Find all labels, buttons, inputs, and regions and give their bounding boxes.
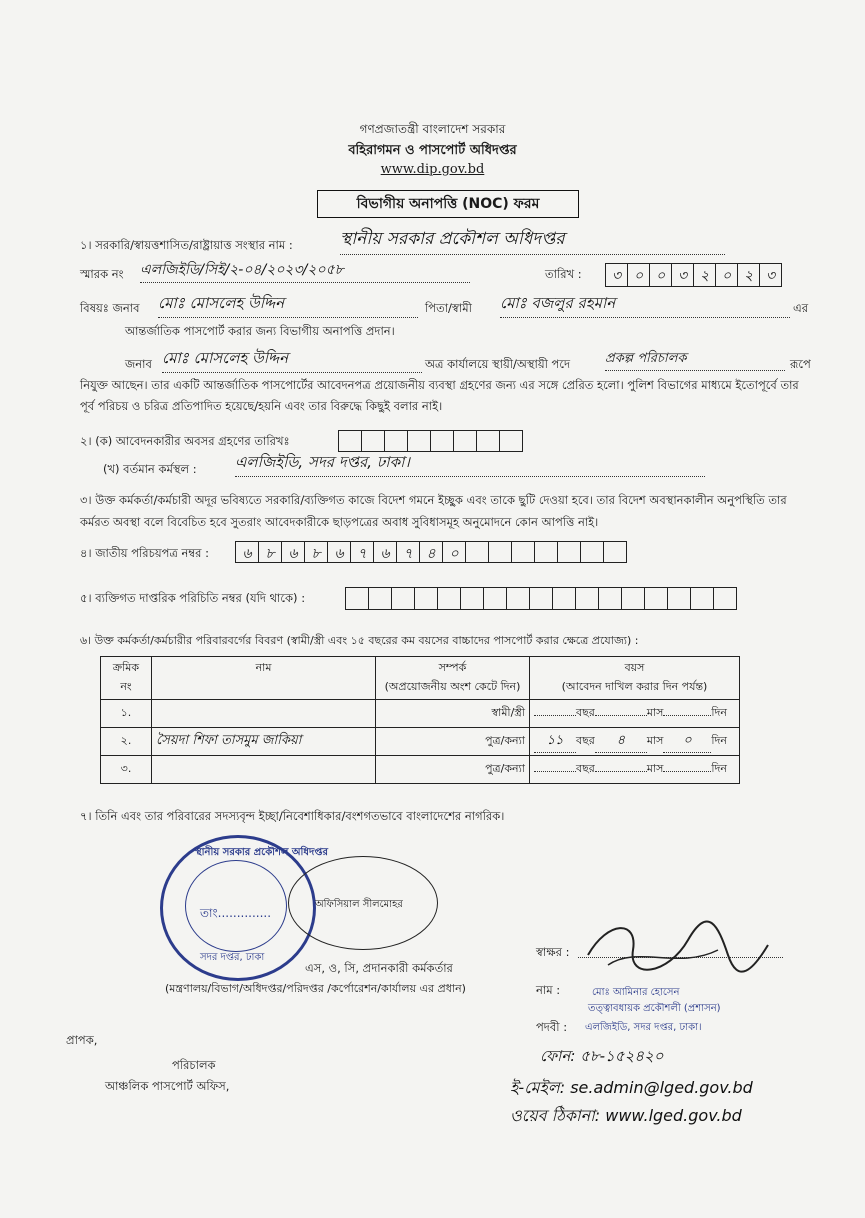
row-serial: ২. — [101, 728, 152, 756]
nid-boxes — [235, 541, 626, 563]
nid-digit — [580, 541, 604, 563]
post-value: প্রকল্প পরিচালক — [605, 349, 785, 371]
nid-digit: ৮ — [304, 541, 328, 563]
post-label: অত্র কার্যালয়ে স্থায়ী/অস্থায়ী পদে — [425, 357, 571, 371]
item3-paragraph: ৩। উক্ত কর্মকর্তা/কর্মচারী অদূর ভবিষ্যতে সরকারি/ব্যক্তিগত কাজে বিদেশ গমনে ইচ্ছুক এবং তাকে ছুটি দেওয়া হবে। তার বিদেশ অবস্থানকালীন অনুপস্থিতি তার কর্মরত অবস্থা বলে বিবেচিত হবে সুতরাং আবেদকারীকে ছাড়পত্রের অবাধ সুবিধাসমূহ অনুমোদনে কোন আপত্তি নাই। — [80, 493, 787, 529]
row-name — [152, 700, 376, 728]
official-id-box — [690, 587, 714, 610]
age-years — [534, 771, 576, 772]
official-seal-label: অফিসিয়াল সীলমোহর — [315, 899, 403, 910]
name-label: নাম : — [536, 983, 561, 997]
nid-digit — [511, 541, 535, 563]
official-id-box — [345, 587, 369, 610]
year-label: বছর — [576, 762, 595, 775]
retirement-label: ২। (ক) আবেদনকারীর অবসর গ্রহণের তারিখঃ — [80, 434, 290, 448]
retirement-box — [476, 430, 500, 452]
date-boxes — [605, 263, 781, 287]
official-id-box — [460, 587, 484, 610]
age-years — [534, 715, 576, 716]
nid-label: ৪। জাতীয় পরিচয়পত্র নম্বর : — [80, 546, 210, 560]
official-id-box — [483, 587, 507, 610]
row-age — [530, 728, 740, 756]
day-label: দিন — [711, 762, 727, 775]
government-name: গণপ্রজাতন্ত্রী বাংলাদেশ সরকার — [359, 122, 506, 136]
memo-label: স্মারক নং — [80, 267, 124, 281]
row-serial: ১. — [101, 700, 152, 728]
age-months — [595, 771, 647, 772]
age-days: ০ — [663, 731, 711, 753]
form-title: বিভাগীয় অনাপত্তি (NOC) ফরম — [317, 190, 579, 218]
row-relation: পুত্র/কন্যা — [376, 728, 530, 756]
phone-number: ফোন: ৫৮-১৫২৪২০ — [540, 1047, 664, 1065]
date-digit: ২ — [737, 263, 760, 287]
nid-digit — [488, 541, 512, 563]
serial-header-line1: ক্রমিক — [112, 661, 140, 674]
signatory-designation: এলজিইডি, সদর দপ্তর, ঢাকা। — [585, 1022, 702, 1033]
date-label: তারিখ : — [545, 267, 582, 281]
official-id-label: ৫। ব্যক্তিগত দাপ্তরিক পরিচিতি নম্বর (যদি থাকে) : — [80, 591, 306, 605]
age-header — [530, 657, 740, 700]
stamp-date: তাং.............. — [200, 906, 272, 920]
family-table-header — [101, 657, 740, 700]
nid-digit: ৮ — [258, 541, 282, 563]
relation-header-line2: (অপ্রয়োজনীয় অংশ কেটে দিন) — [384, 680, 521, 693]
row-relation: পুত্র/কন্যা — [376, 756, 530, 784]
official-id-box — [506, 587, 530, 610]
retirement-box — [407, 430, 431, 452]
relation-header — [376, 657, 530, 700]
retirement-box — [384, 430, 408, 452]
citizenship-statement: ৭। তিনি এবং তার পরিবারের সদস্যবৃন্দ ইচ্ছা/নিবেশাধিকার/বংশগতভাবে বাংলাদেশের নাগরিক। — [80, 809, 505, 823]
date-digit: ০ — [715, 263, 738, 287]
retirement-box — [499, 430, 523, 452]
serial-header-line2: নং — [120, 680, 132, 693]
recipient-office: আঞ্চলিক পাসপোর্ট অফিস, — [105, 1079, 230, 1093]
serial-header — [101, 657, 152, 700]
department-name: বহিরাগমন ও পাসপোর্ট অধিদপ্তর — [348, 143, 517, 158]
row-age — [530, 756, 740, 784]
body-paragraph: নিযুক্ত আছেন। তার একটি আন্তর্জাতিক পাসপোর্টের আবেদনপত্র প্রয়োজনীয় ব্যবস্থা গ্রহণের জন্য এর সঙ্গে প্রেরিত হলো। পুলিশ বিভাগের মাধ্যমে ইতোপূর্বে তার পূর্ব পরিচয় ও চরিত্র প্রতিপাদিত হয়েছে/হয়নি এবং তার বিরুদ্ধে কিছুই বলার নাই। — [80, 378, 799, 413]
subject-suffix: এর — [793, 301, 809, 315]
nid-digit — [534, 541, 558, 563]
table-row — [101, 756, 740, 784]
official-id-box — [713, 587, 737, 610]
row-name — [152, 756, 376, 784]
officer-line1: এস, ও, সি, প্রদানকারী কর্মকর্তার — [305, 961, 453, 975]
age-years: ১১ — [534, 731, 576, 753]
father-label: পিতা/স্বামী — [425, 301, 472, 315]
age-months — [595, 715, 647, 716]
day-label: দিন — [711, 706, 727, 719]
family-label: ৬। উক্ত কর্মকর্তা/কর্মচারীর পরিবারবর্গের বিবরণ (স্বামী/স্ত্রী এবং ১৫ বছরের কম বয়সের বাচ্চাদের পাসপোর্ট করার ক্ষেত্রে প্রযোজ্য) : — [80, 634, 639, 647]
official-id-box — [621, 587, 645, 610]
nid-digit: ৪ — [419, 541, 443, 563]
retirement-box — [338, 430, 362, 452]
date-digit: ৩ — [671, 263, 694, 287]
official-id-box — [437, 587, 461, 610]
year-label: বছর — [576, 706, 595, 719]
nid-digit — [465, 541, 489, 563]
official-id-box — [667, 587, 691, 610]
official-id-boxes — [345, 587, 736, 610]
website-address: ওয়েব ঠিকানা: www.lged.gov.bd — [510, 1106, 742, 1125]
officer-line2: (মন্ত্রণালয়/বিভাগ/অধিদপ্তর/পরিদপ্তর /কর্পোরেশন/কার্যালয় এর প্রধান) — [165, 982, 466, 995]
official-id-box — [575, 587, 599, 610]
date-digit: ০ — [649, 263, 672, 287]
date-digit: ২ — [693, 263, 716, 287]
workplace-label: (খ) বর্তমান কর্মস্থল : — [103, 462, 197, 476]
age-days — [663, 715, 711, 716]
father-name: মোঃ বজলুর রহমান — [500, 292, 790, 318]
retirement-boxes — [338, 430, 522, 452]
nid-digit: ৬ — [235, 541, 259, 563]
signatory-title: তত্ত্বাবধায়ক প্রকৌশলী (প্রশাসন) — [588, 1003, 721, 1014]
designation-label: পদবী : — [536, 1020, 568, 1034]
retirement-box — [453, 430, 477, 452]
official-id-box — [391, 587, 415, 610]
nid-digit: ৬ — [281, 541, 305, 563]
official-id-box — [368, 587, 392, 610]
age-months: ৪ — [595, 731, 647, 753]
org-name-label: ১। সরকারি/স্বায়ত্তশাসিত/রাষ্ট্রায়াত্ত সংস্থার নাম : — [80, 238, 293, 252]
date-digit: ৩ — [759, 263, 782, 287]
age-header-line2: (আবেদন দাখিল করার দিন পর্যন্ত) — [561, 680, 708, 693]
signature-label: স্বাক্ষর : — [536, 945, 570, 959]
subject-label: বিষয়ঃ জনাব — [80, 301, 140, 315]
stamp-bottom-text: সদর দপ্তর, ঢাকা — [200, 952, 265, 963]
memo-value: এলজিইডি/সিই/২-০৪/২০২৩/২০৫৮ — [140, 258, 470, 283]
age-header-line1: বয়স — [624, 661, 645, 674]
row-age — [530, 700, 740, 728]
name-header: নাম — [152, 657, 376, 700]
row-relation: স্বামী/স্ত্রী — [376, 700, 530, 728]
month-label: মাস — [646, 706, 664, 719]
recipient-title: পরিচালক — [172, 1058, 216, 1072]
table-row — [101, 700, 740, 728]
nid-digit: ৭ — [350, 541, 374, 563]
org-name-value: স্থানীয় সরকার প্রকৌশল অধিদপ্তর — [340, 226, 725, 255]
nid-digit: ৭ — [396, 541, 420, 563]
official-id-box — [529, 587, 553, 610]
rupe-label: রূপে — [790, 357, 811, 371]
official-id-box — [414, 587, 438, 610]
recipient-to: প্রাপক, — [66, 1033, 98, 1047]
nid-digit — [603, 541, 627, 563]
table-row — [101, 728, 740, 756]
date-digit: ০ — [627, 263, 650, 287]
official-id-box — [552, 587, 576, 610]
subject-name: মোঃ মোসলেহ উদ্দিন — [158, 292, 418, 318]
retirement-box — [430, 430, 454, 452]
retirement-box — [361, 430, 385, 452]
nid-digit: ০ — [442, 541, 466, 563]
official-id-box — [644, 587, 668, 610]
year-label: বছর — [576, 733, 595, 747]
signatory-name: মোঃ আমিনার হোসেন — [592, 987, 680, 998]
row-name: সৈয়দা শিফা তাসমুম জাকিয়া — [152, 728, 376, 756]
email-address: ই-মেইল: se.admin@lged.gov.bd — [510, 1078, 753, 1097]
month-label: মাস — [646, 762, 664, 775]
day-label: দিন — [711, 733, 727, 747]
nid-digit: ৬ — [373, 541, 397, 563]
workplace-value: এলজিইডি, সদর দপ্তর, ঢাকা। — [235, 451, 705, 477]
row-serial: ৩. — [101, 756, 152, 784]
age-days — [663, 771, 711, 772]
family-table — [100, 656, 740, 784]
nid-digit — [557, 541, 581, 563]
date-digit: ৩ — [605, 263, 628, 287]
department-website: www.dip.gov.bd — [380, 162, 485, 177]
janab-label: জনাব — [125, 357, 152, 371]
stamp-top-text: স্থানীয় সরকার প্রকৌশল অধিদপ্তর — [195, 847, 328, 858]
month-label: মাস — [646, 733, 664, 747]
subject-line2: আন্তর্জাতিক পাসপোর্ট করার জন্য বিভাগীয় অনাপত্তি প্রদান। — [125, 324, 395, 338]
signature-scribble — [578, 915, 778, 985]
official-id-box — [598, 587, 622, 610]
body-name: মোঃ মোসলেহ উদ্দিন — [162, 347, 422, 373]
nid-digit: ৬ — [327, 541, 351, 563]
relation-header-line1: সম্পর্ক — [438, 661, 467, 674]
